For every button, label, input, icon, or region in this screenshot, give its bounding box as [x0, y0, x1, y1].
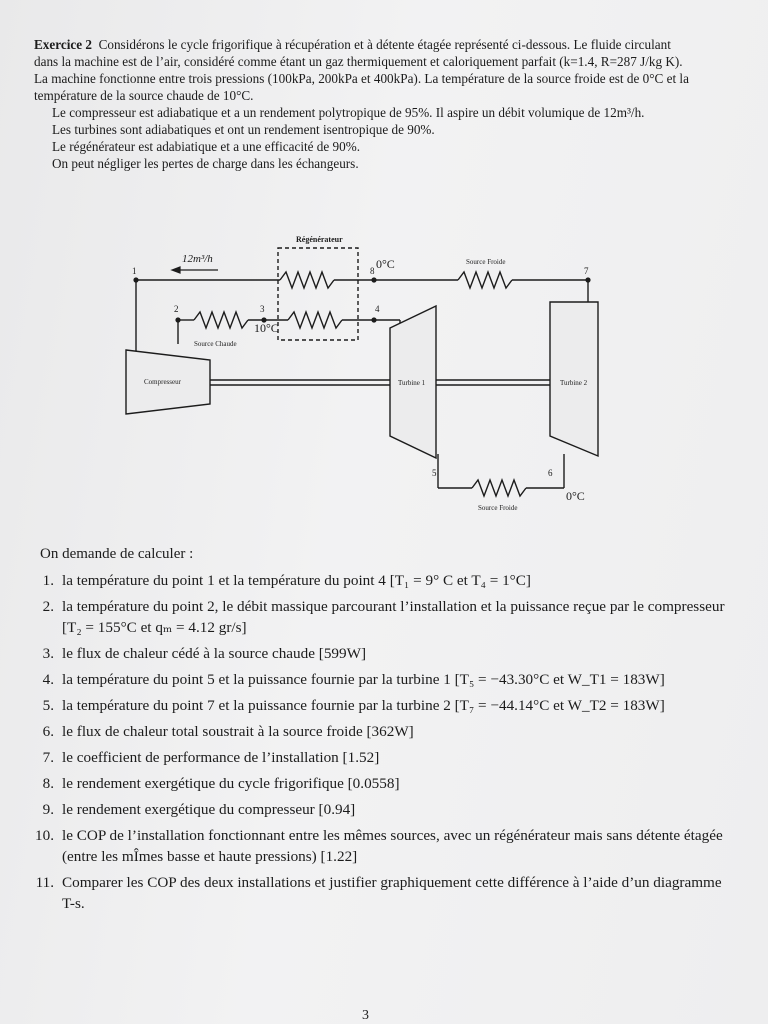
question-item: 11. Comparer les COP des deux installations et justifier graphiquement cette différence à l’aide d’un diagramme T-s. — [14, 872, 734, 914]
source-froide-top-label: Source Froide — [466, 258, 506, 266]
question-item: 10. le COP de l’installation fonctionnant entre les mêmes sources, avec un régénérateur mais sans détente étagée (entre les mÎmes basse et haute pressions) [1.22] — [14, 825, 734, 867]
point-6-label: 6 — [548, 468, 553, 478]
source-chaude-label: Source Chaude — [194, 340, 237, 348]
source-froide-bottom-label: Source Froide — [478, 504, 518, 512]
question-text: la température du point 7 et la puissance fournie par la turbine 2 [T₇ = −44.14°C et W_T2 = 183W] — [62, 697, 665, 714]
paragraph-3: Les turbines sont adiabatiques et ont un rendement isentropique de 90%. — [52, 122, 435, 137]
question-text: la température du point 2, le débit massique parcourant l’installation et la puissance reçue par le compresseur [T₂ = 155°C et qₘ = 4.12 gr/s] — [62, 598, 725, 636]
question-item: 2. la température du point 2, le débit massique parcourant l’installation et la puissance reçue par le compresseur [T₂ = 155°C et qₘ = 4.12 gr/s] — [14, 596, 734, 638]
temp-label-top: 0°C — [376, 257, 395, 271]
paragraph-2: Le compresseur est adiabatique et a un rendement polytropique de 95%. Il aspire un débit volumique de 12m³/h. — [52, 105, 645, 120]
question-text: le COP de l’installation fonctionnant entre les mêmes sources, avec un régénérateur mais sans détente étagée (entre les mÎmes basse et haute pressions) [1.22] — [62, 827, 723, 865]
exercise-statement — [34, 36, 694, 172]
questions-list — [14, 570, 734, 919]
flow-rate-label: 12m³/h — [182, 253, 213, 265]
question-item: 4. la température du point 5 et la puissance fournie par la turbine 1 [T₅ = −43.30°C et W_T1 = 183W] — [14, 669, 734, 690]
paragraph-1-text: Considérons le cycle frigorifique à récupération et à détente étagée représenté ci-dessous. Le fluide circulant dans la machine est de l’air, considéré comme étant un gaz thermiquement et caloriquement parfait (k=1.4, R=287 J/kg K). La machine fonctionne entre trois pressions (100kPa, 200kPa et 400kPa). La température de la source froide est de 0°C et la température de la source chaude de 10°C. — [34, 37, 689, 103]
question-text: Comparer les COP des deux installations et justifier graphiquement cette différence à l’aide d’un diagramme T-s. — [62, 874, 722, 912]
questions-intro: On demande de calculer : — [40, 546, 194, 562]
question-item: 5. la température du point 7 et la puissance fournie par la turbine 2 [T₇ = −44.14°C et W_T2 = 183W] — [14, 695, 734, 716]
question-text: le rendement exergétique du compresseur [0.94] — [62, 801, 356, 818]
point-5-label: 5 — [432, 468, 437, 478]
question-item: 3. le flux de chaleur cédé à la source chaude [599W] — [14, 643, 734, 664]
question-item: 1. la température du point 1 et la température du point 4 [T₁ = 9° C et T₄ = 1°C] — [14, 570, 734, 591]
question-text: le rendement exergétique du cycle frigorifique [0.0558] — [62, 775, 400, 792]
temp-label-bottom: 0°C — [566, 489, 585, 503]
point-1-label: 1 — [132, 266, 137, 276]
question-item: 7. le coefficient de performance de l’installation [1.52] — [14, 747, 734, 768]
regenerator-label: Régénérateur — [296, 235, 343, 244]
question-item: 6. le flux de chaleur total soustrait à la source froide [362W] — [14, 721, 734, 742]
turbine1-label: Turbine 1 — [398, 379, 426, 387]
paragraph-1 — [34, 36, 694, 104]
paragraph-4: Le régénérateur est adabiatique et a une efficacité de 90%. — [52, 139, 361, 154]
question-item: 9. le rendement exergétique du compresseur [0.94] — [14, 799, 734, 820]
paragraph-5: On peut négliger les pertes de charge dans les échangeurs. — [52, 156, 359, 171]
question-text: la température du point 1 et la température du point 4 [T₁ = 9° C et T₄ = 1°C] — [62, 572, 531, 589]
temp-label-mid: 10°C — [254, 321, 279, 335]
point-3-label: 3 — [260, 304, 265, 314]
question-text: la température du point 5 et la puissance fournie par la turbine 1 [T₅ = −43.30°C et W_T1 = 183W] — [62, 671, 665, 688]
point-8-label: 8 — [370, 266, 375, 276]
page-number: 3 — [362, 1008, 369, 1023]
question-item: 8. le rendement exergétique du cycle frigorifique [0.0558] — [14, 773, 734, 794]
cycle-diagram — [118, 232, 618, 512]
point-2-label: 2 — [174, 304, 179, 314]
question-text: le flux de chaleur total soustrait à la source froide [362W] — [62, 723, 414, 740]
compressor-label: Compresseur — [144, 378, 181, 386]
question-text: le flux de chaleur cédé à la source chaude [599W] — [62, 645, 367, 662]
turbine2-label: Turbine 2 — [560, 379, 588, 387]
point-4-label: 4 — [375, 304, 380, 314]
point-7-label: 7 — [584, 266, 589, 276]
exercise-heading: Exercice 2 — [34, 37, 92, 52]
question-text: le coefficient de performance de l’installation [1.52] — [62, 749, 380, 766]
